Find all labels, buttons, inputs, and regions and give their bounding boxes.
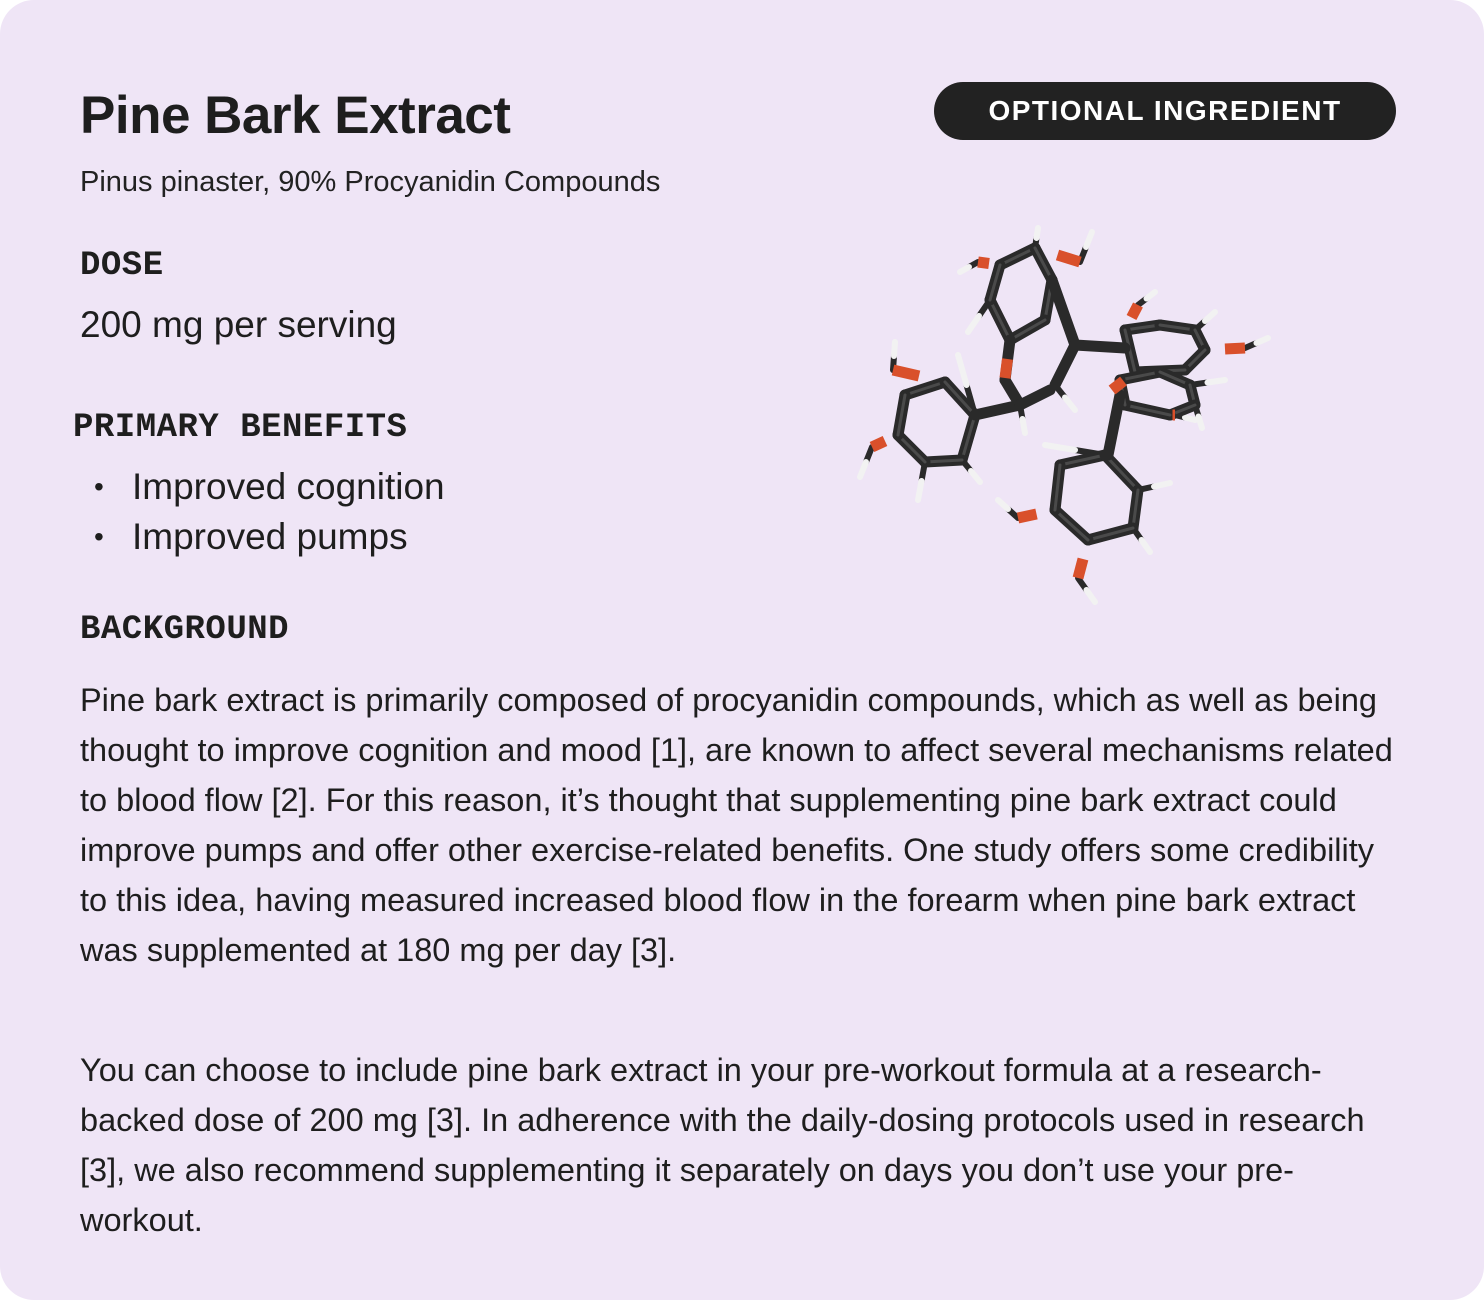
molecule-bond — [1108, 395, 1120, 455]
molecule-bond — [1020, 390, 1050, 405]
optional-ingredient-badge: OPTIONAL INGREDIENT — [934, 82, 1396, 140]
molecule-hydrogen — [1045, 445, 1075, 450]
molecule-hydrogen — [1257, 338, 1269, 343]
molecule-hydrogen — [1142, 540, 1151, 552]
molecule-hydrogen — [968, 316, 979, 332]
molecule-hydrogen — [1208, 380, 1226, 383]
molecule-ring-highlight — [1010, 320, 1045, 340]
molecule-hydrogen — [918, 481, 922, 500]
molecule-hydrogen — [1199, 417, 1203, 429]
molecule-ring-highlight — [898, 435, 925, 462]
benefit-text: Improved cognition — [132, 466, 445, 507]
molecule-hydrogen — [971, 471, 980, 482]
molecule-oxygen — [978, 262, 989, 264]
molecule-oxygen — [1225, 348, 1245, 349]
molecule-oxygen — [1005, 359, 1008, 378]
benefit-item — [94, 462, 445, 512]
molecule-ring-highlight — [990, 300, 1010, 340]
molecule-hydrogen — [960, 267, 969, 272]
molecule-bond — [1052, 280, 1075, 345]
molecule-oxygen — [872, 441, 885, 447]
molecule-bond — [975, 405, 1020, 415]
molecule-hydrogen — [1065, 398, 1075, 411]
benefits-list — [94, 462, 445, 562]
molecule-hydrogen — [860, 462, 866, 477]
molecule-hydrogen — [1154, 483, 1170, 487]
molecule-ring-highlight — [1055, 510, 1088, 540]
bullet-icon: • — [94, 471, 104, 502]
molecule-bond — [1055, 345, 1075, 385]
molecule-oxygen — [1112, 381, 1124, 390]
dose-label: DOSE — [80, 247, 164, 285]
molecule-hydrogen — [1147, 292, 1156, 299]
ingredient-subtitle: Pinus pinaster, 90% Procyanidin Compounds — [80, 166, 661, 198]
molecule-hydrogen — [1205, 312, 1215, 321]
molecule-ring-highlight — [925, 460, 962, 462]
benefit-item — [94, 512, 445, 562]
molecule-oxygen — [893, 370, 919, 376]
molecule-oxygen — [1058, 255, 1081, 262]
molecule-oxygen — [1018, 514, 1037, 518]
ingredient-title: Pine Bark Extract — [80, 86, 511, 145]
molecule-hydrogen — [1037, 228, 1039, 238]
molecule-model-image — [840, 215, 1290, 615]
background-label: BACKGROUND — [80, 611, 290, 649]
molecule-oxygen — [1132, 305, 1139, 318]
benefit-text: Improved pumps — [132, 516, 408, 557]
molecule-hydrogen — [998, 500, 1008, 509]
molecule-hydrogen — [1185, 418, 1195, 421]
molecule-bond — [1075, 345, 1125, 348]
molecule-hydrogen — [894, 342, 895, 356]
background-paragraph: You can choose to include pine bark extract in your pre-workout formula at a research-backed dose of 200 mg [3]. In adherence with the daily-dosing protocols used in research [3], we also recommend supplementing it separately on days you don’t use your pre-workout. — [80, 1052, 1365, 1238]
molecule-oxygen — [1078, 559, 1083, 578]
bullet-icon: • — [94, 521, 104, 552]
molecule-hydrogen — [1087, 590, 1096, 602]
background-paragraph: Pine bark extract is primarily composed of procyanidin compounds, which as well as being thought to improve cognition and mood [1], are known to affect several mechanisms related to blood flow [2]. For this reason, it’s thought that supplementing pine bark extract could improve pumps and offer other exercise-related benefits. One study offers some credibility to this idea, having measured increased blood flow in the forearm when pine bark extract was supplemented at 180 mg per day [3]. — [80, 682, 1393, 968]
dose-value: 200 mg per serving — [80, 304, 397, 345]
molecule-hydrogen — [1023, 419, 1026, 433]
primary-benefits-label: PRIMARY BENEFITS — [73, 409, 408, 447]
molecule-hydrogen — [1086, 232, 1092, 247]
molecule-ring-highlight — [1105, 455, 1138, 490]
molecule-hydrogen — [958, 355, 967, 385]
